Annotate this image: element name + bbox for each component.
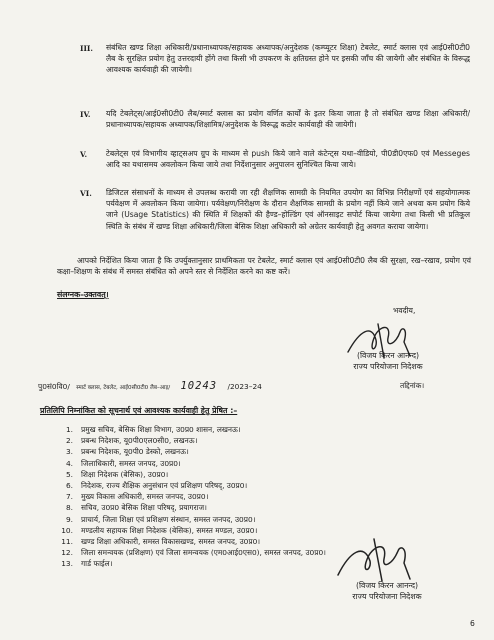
list-item: 6. निदेशक, राज्य शैक्षिक अनुसंधान एवं प्रशिक्षण परिषद्, उ0प्र0। [65,481,248,491]
list-item: 9. प्राचार्य, जिला शिक्षा एवं प्रशिक्षण संस्थान, समस्त जनपद, उ0प्र0। [65,514,256,524]
list-item: 3. प्रबन्ध निदेशक, यू0पी0 डेस्को, लखनऊ। [65,447,189,457]
reference-date: तद्दिनांक। [400,381,425,390]
point-iii [80,42,470,76]
page-number: 6 [470,619,475,628]
point-text: टेबलेट्स एवं विभागीय व्हाट्सअप ग्रुप के माध्यम से push किये जाने वाले कंटेन्ट्स यथा–वीडियो, पी0डी0एफ0 एवं Messeges आदि का यथासमय अवलोकन किया जाये तथा निर्देशानुसार अनुपालन सुनिश्चित किया जाये। [106,149,470,170]
enclosure-label: संलग्नक–उक्तवत्। [57,290,109,299]
list-item: 10. मण्डलीय सहायक शिक्षा निदेशक (बेसिक), समस्त मण्डल, उ0प्र0। [61,525,258,535]
point-number: IV. [80,110,91,119]
point-text: यदि टेबलेट्स/आई0सी0टी0 लैब/स्मार्ट क्लास का प्रयोग वर्णित कार्यों के इतर किया जाता है तो संबंधित खण्ड शिक्षा अधिकारी/प्रधानाध्यापक/सहायक अध्यापक/शिक्षामित्र/अनुदेशक के विरूद्ध कठोर कार्यवाही की जायेगी। [106,109,470,130]
signatory-name: (विजय किरन आनन्द) [355,581,419,590]
list-item: 11. खण्ड शिक्षा अधिकारी, समस्त विकासखण्ड, समस्त जनपद, उ0प्र0। [61,537,261,547]
list-item: 8. सचिव, उ0प्र0 बेसिक शिक्षा परिषद्, प्रयागराज। [65,503,207,513]
list-item: 5. शिक्षा निदेशक (बेसिक), उ0प्र0। [65,469,169,479]
point-number: V. [80,150,88,159]
point-number: VI. [80,189,92,198]
list-item: 4. जिलाधिकारी, समस्त जनपद, उ0प्र0। [65,458,181,468]
reference-prefix: पु0सं0वि0/ [38,382,70,391]
salutation: भवदीय, [393,306,416,315]
reference-line [38,380,458,392]
signature-block-bottom [312,580,462,602]
point-text: डिजिटल संसाधनों के माध्यम से उपलब्ध करायी जा रही शैक्षणिक सामग्री के नियमित उपयोग का विभिन्न निरीक्षणों एवं सहयोगात्मक पर्यवेक्षण में अवलोकन किया जायेगा। पर्यवेक्षण/निरीक्षण के दौरान शैक्षणिक सामग्री के प्रयोग नहीं किये जाने अथवा कम प्रयोग किये जाने (Usage Statistics) की स्थिति में शिक्षकों की हैण्ड–होल्डिंग एवं ऑनसाइट सपोर्ट किया जायेगा तथा किसी भी प्रतिकूल स्थिति के संबंध में खण्ड शिक्षा अधिकारी/जिला बेसिक शिक्षा अधिकारी को अग्रेतर कार्यवाही हेतु अवगत कराया जायेगा। [106,188,470,231]
signature-mark [330,535,430,585]
reference-number: 10243 [180,380,218,392]
point-vi [80,187,470,232]
list-item: 7. मुख्य विकास अधिकारी, समस्त जनपद, उ0प्र0। [65,492,209,502]
copy-heading: प्रतिलिपि निम्नांकित को सूचनार्थ एवं आवश्यक कार्यवाही हेतु प्रेषित :– [40,406,238,415]
reference-subject: स्मार्ट क्लास, टेबलेट, आई0सी0टी0 लैब–आइ/ [76,385,171,391]
closing-paragraph: आपको निर्देशित किया जाता है कि उपर्युक्तानुसार प्राथमिकता पर टेबलेट, स्मार्ट क्लास एवं आई0सी0टी0 लैब की सुरक्षा, रख–रखाव, प्रयोग एवं कक्षा–शिक्षण के संबंध में समस्त संबंधित को अपने स्तर से निर्देशित करने का कष्ट करें। [57,256,471,277]
list-item: 12. जिला समन्वयक (प्रशिक्षण) एवं जिला समन्वयक (एम0आई0एस0), समस्त जनपद, उ0प्र0। [61,548,326,558]
signatory-designation: राज्य परियोजना निदेशक [352,592,422,601]
point-v [80,148,470,170]
list-item: 13. गार्ड फाईल। [61,559,113,569]
point-number: III. [80,44,93,53]
signatory-name: (विजय किरन आनन्द) [356,351,420,360]
signatory-designation: राज्य परियोजना निदेशक [353,362,423,371]
reference-year: /2023–24 [227,382,262,391]
point-iv [80,108,470,130]
point-text: संबंधित खण्ड शिक्षा अधिकारी/प्रधानाध्यापक/सहायक अध्यापक/अनुदेशक (कम्प्यूटर शिक्षा) टेबलेट, स्मार्ट क्लास एवं आई0सी0टी0 लैब के सुरक्षित प्रयोग हेतु उत्तरदायी होंगे तथा किसी भी उपकरण के क्षतिग्रस्त होने पर इसकी जाँच की जायेगी और संबंधित के विरूद्ध आवश्यक कार्यवाही की जायेगी। [106,43,470,75]
signature-block-top [318,350,458,372]
list-item: 2. प्रबन्ध निदेशक, यू0पी0एल0सी0, लखनऊ। [65,436,198,446]
list-item: 1. प्रमुख सचिव, बेसिक शिक्षा विभाग, उ0प्र0 शासन, लखनऊ। [65,425,241,434]
